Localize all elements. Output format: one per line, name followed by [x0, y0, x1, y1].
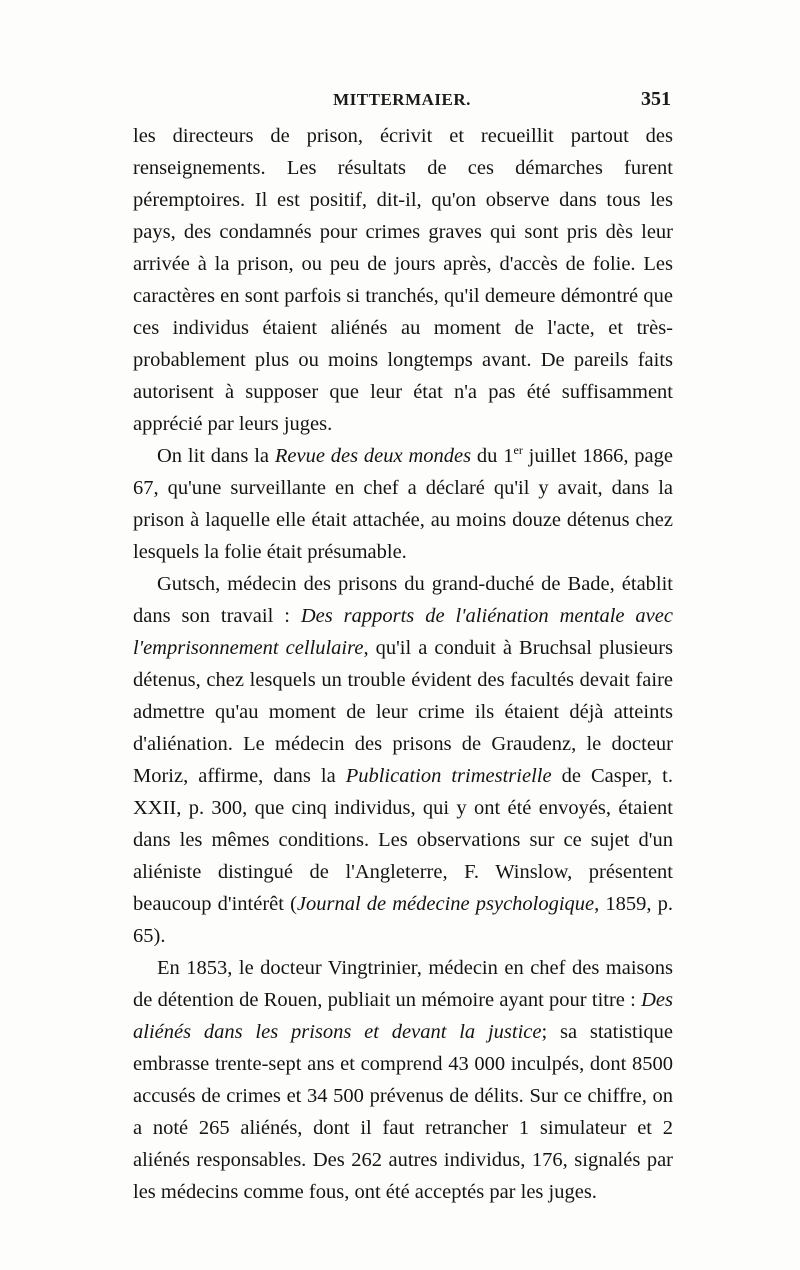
page-number: 351 — [641, 88, 671, 110]
text-segment: de Casper, t. XXII, p. 300, que cinq individus, qui y ont été envoyés, étaient dans les mêmes conditions. Les observations sur ce sujet d'un aliéniste distingué de l'Angleterre, F. Winslow, présentent beaucoup d'intérêt ( — [133, 765, 673, 915]
italic-title-text: Des aliénés dans les prisons et devant la justice — [133, 989, 673, 1043]
paragraph — [133, 568, 673, 952]
italic-title-text: Journal de médecine psychologique — [296, 893, 595, 915]
italic-title-text: Des rapports de l'aliénation mentale avec l'emprisonnement cellulaire — [133, 605, 673, 659]
text-segment: les directeurs de prison, écrivit et recueillit partout des renseignements. Les résultats de ces démarches furent péremptoires. Il est positif, dit-il, qu'on observe dans tous les pays, des condamnés pour crimes graves qui sont pris dès leur arrivée à la prison, ou peu de jours après, d'accès de folie. Les caractères en sont parfois si tranchés, qu'il demeure démontré que ces individus étaient aliénés au moment de l'acte, et très-probablement plus ou moins longtemps avant. De pareils faits autorisent à supposer que leur état n'a pas été suffisamment apprécié par leurs juges. — [133, 125, 673, 435]
text-segment: ; sa statistique embrasse trente-sept ans et comprend 43 000 inculpés, dont 8500 accusés de crimes et 34 500 prévenus de délits. Sur ce chiffre, on a noté 265 aliénés, dont il faut retrancher 1 simulateur et 2 aliénés responsables. Des 262 autres individus, 176, signalés par les médecins comme fous, ont été acceptés par les juges. — [133, 1021, 673, 1203]
text-segment: En 1853, le docteur Vingtrinier, médecin en chef des maisons de détention de Rouen, publiait un mémoire ayant pour titre : — [133, 957, 673, 1011]
superscript-text: er — [513, 443, 523, 458]
text-segment: juillet 1866, page 67, qu'une surveillante en chef a déclaré qu'il y avait, dans la prison à laquelle elle était attachée, au moins douze détenus chez lesquels la folie était présumable. — [133, 445, 673, 563]
text-segment: Gutsch, médecin des prisons du grand-duché de Bade, établit dans son travail : — [133, 573, 673, 627]
paragraph — [133, 952, 673, 1208]
running-head: MITTERMAIER. — [333, 90, 471, 109]
body-text — [133, 120, 673, 1208]
text-segment: On lit dans la — [157, 445, 275, 467]
text-segment: , qu'il a conduit à Bruchsal plusieurs détenus, chez lesquels un trouble évident des facultés devait faire admettre qu'au moment de leur crime ils étaient déjà atteints d'aliénation. Le médecin des prisons de Graudenz, le docteur Moriz, affirme, dans la — [133, 637, 673, 787]
text-segment: du 1 — [471, 445, 514, 467]
paragraph — [133, 120, 673, 440]
italic-title-text: Publication trimestrielle — [345, 765, 552, 787]
text-segment: , 1859, p. 65). — [133, 893, 674, 947]
paragraph — [133, 440, 673, 568]
page-header — [133, 88, 671, 114]
italic-title-text: Revue des deux mondes — [274, 445, 472, 467]
